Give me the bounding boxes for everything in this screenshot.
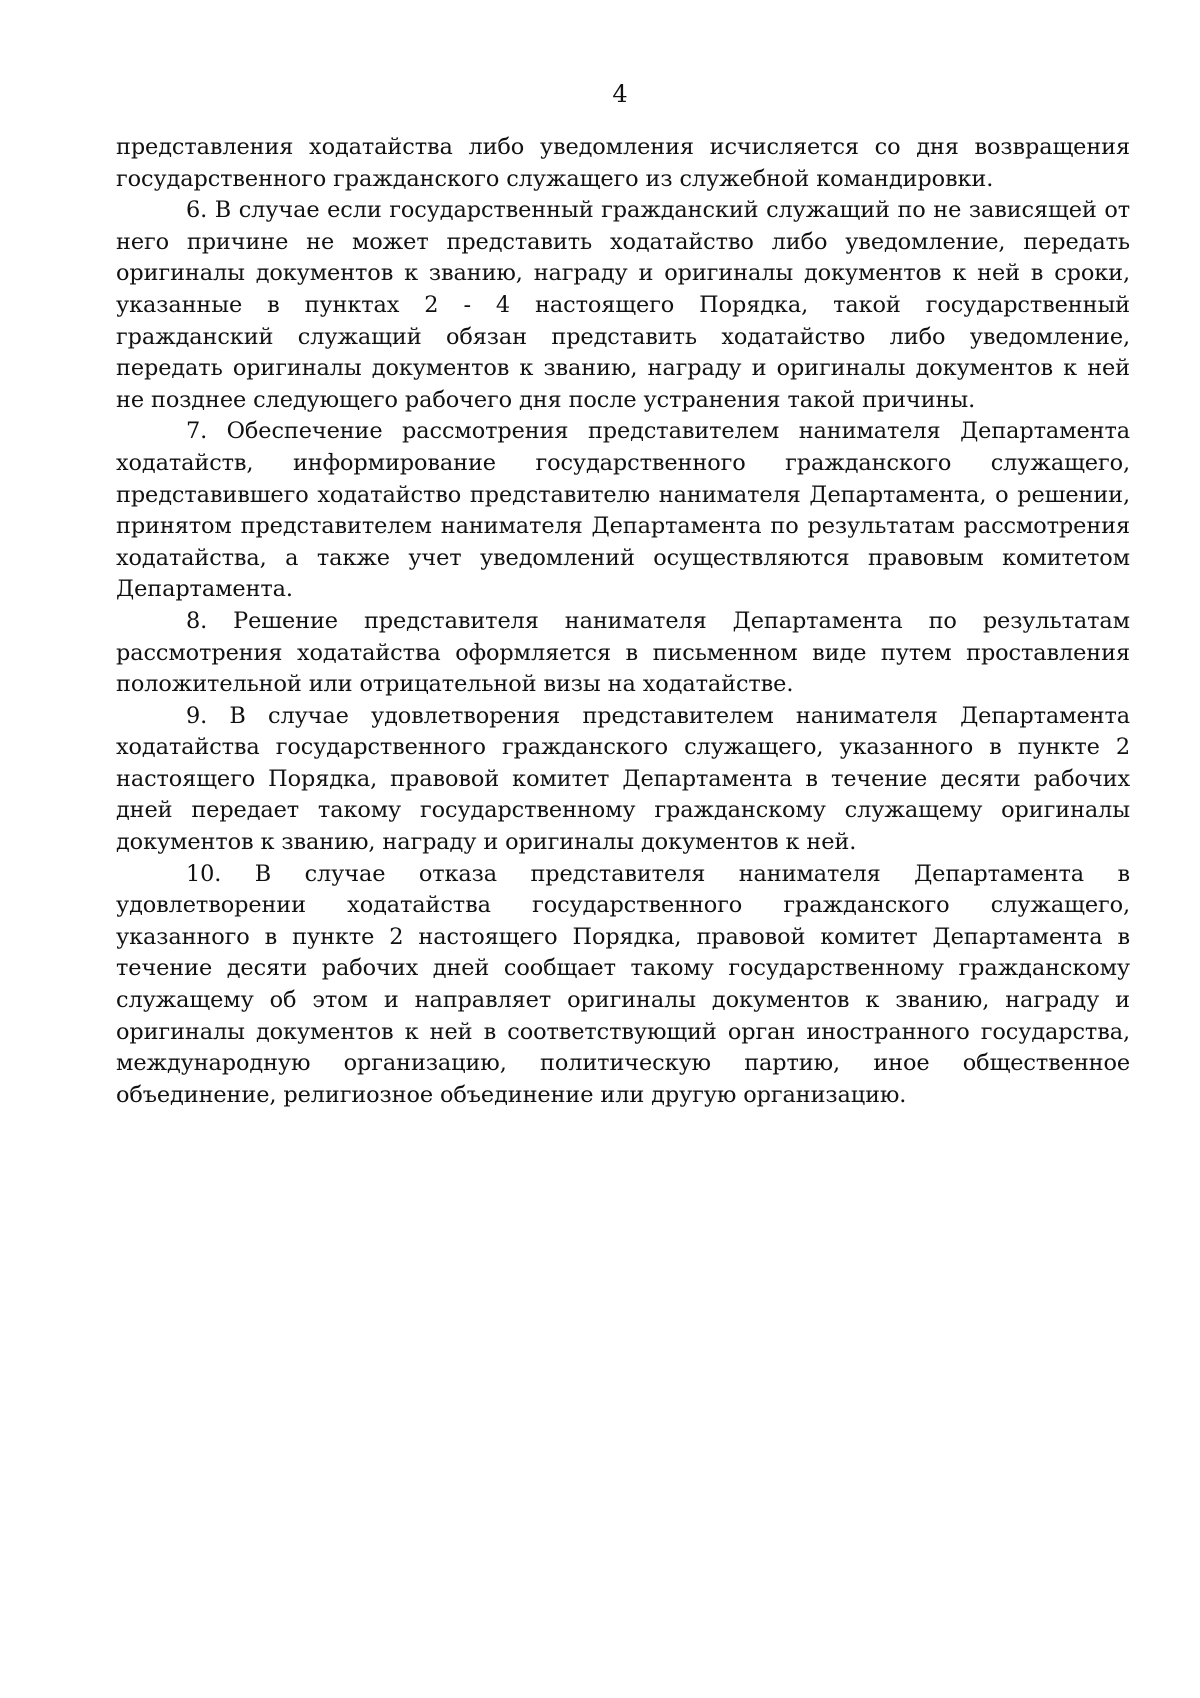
paragraph-item-10: 10. В случае отказа представителя нанимателя Департамента в удовлетворении ходатайства государственного гражданского служащего, указанного в пункте 2 настоящего Порядка, правовой комитет Департамента в течение десяти рабочих дней сообщает такому государственному гражданскому служащему об этом и направляет оригиналы документов к званию, награду и оригиналы документов к ней в соответствующий орган иностранного государства, международную организацию, политическую партию, иное общественное объединение, религиозное объединение или другую организацию. [116,860,1130,1108]
paragraph-item-7: 7. Обеспечение рассмотрения представителем нанимателя Департамента ходатайств, информирование государственного гражданского служащего, представившего ходатайство представителю нанимателя Департамента, о решении, принятом представителем нанимателя Департамента по результатам рассмотрения ходатайства, а также учет уведомлений осуществляются правовым комитетом Департамента. [116,418,1130,603]
document-body [116,132,1130,1111]
page-number: 4 [612,80,628,108]
paragraph-continuation: представления ходатайства либо уведомления исчисляется со дня возвращения государственного гражданского служащего из служебной командировки. [116,134,1130,192]
paragraph-item-8: 8. Решение представителя нанимателя Департамента по результатам рассмотрения ходатайства оформляется в письменном виде путем проставления положительной или отрицательной визы на ходатайстве. [116,607,1130,698]
paragraph-item-6: 6. В случае если государственный гражданский служащий по не зависящей от него причине не может представить ходатайство либо уведомление, передать оригиналы документов к званию, награду и оригиналы документов к ней в сроки, указанные в пунктах 2 - 4 настоящего Порядка, такой государственный гражданский служащий обязан представить ходатайство либо уведомление, передать оригиналы документов к званию, награду и оригиналы документов к ней не позднее следующего рабочего дня после устранения такой причины. [116,197,1130,413]
paragraph-item-9: 9. В случае удовлетворения представителем нанимателя Департамента ходатайства государственного гражданского служащего, указанного в пункте 2 настоящего Порядка, правовой комитет Департамента в течение десяти рабочих дней передает такому государственному гражданскому служащему оригиналы документов к званию, награду и оригиналы документов к ней. [116,702,1130,856]
